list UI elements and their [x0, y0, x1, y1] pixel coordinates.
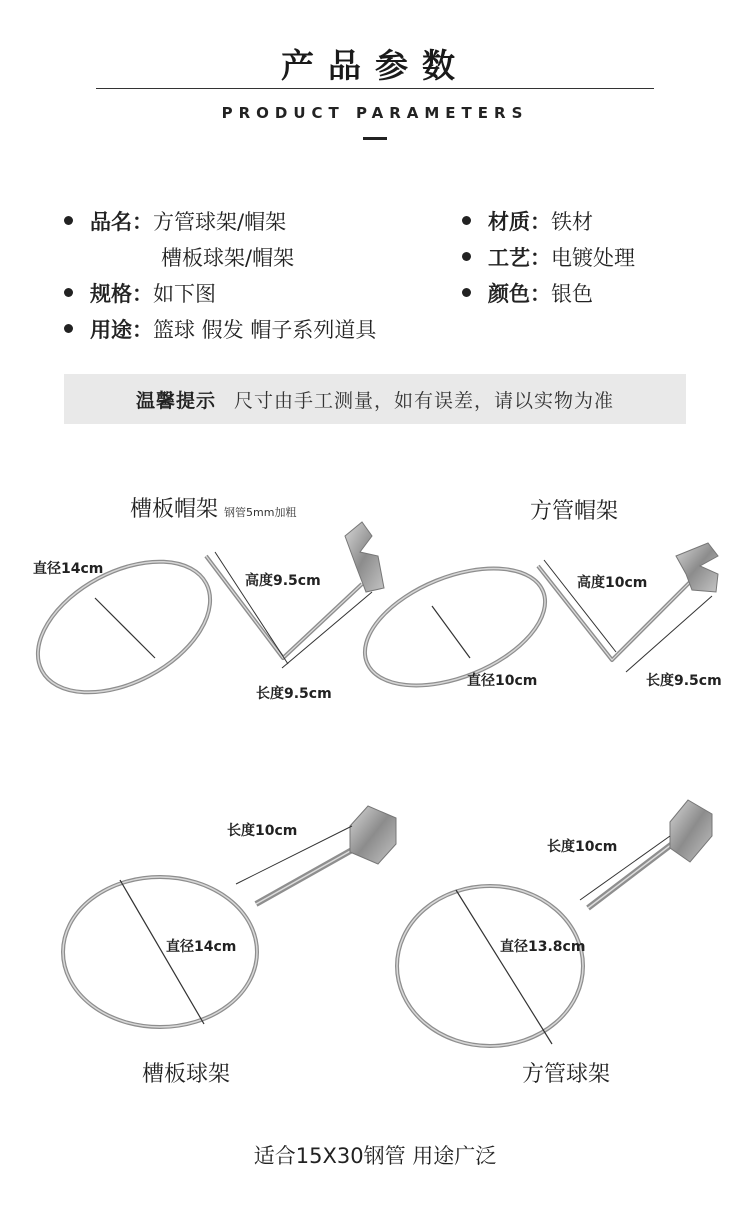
spec-name-value: 方管球架/帽架 [153, 210, 287, 234]
spec-size-label: 规格： [90, 282, 153, 306]
p3-diameter-label: 直径14cm [166, 939, 237, 955]
spec-color-value: 银色 [551, 282, 593, 306]
spec-name-label: 品名： [90, 210, 153, 234]
spec-color-label: 颜色： [488, 282, 551, 306]
notice-text: 尺寸由手工测量，如有误差，请以实物为准 [234, 389, 615, 412]
page-subtitle: PRODUCT PARAMETERS [221, 104, 529, 122]
spec-name-value-2: 槽板球架/帽架 [161, 246, 295, 270]
product-title-square-tube-hat-rack: 方管帽架 [530, 499, 619, 524]
p2-height-label: 高度10cm [577, 575, 648, 591]
spec-use-value: 篮球 假发 帽子系列道具 [153, 318, 377, 342]
p2-length-label: 长度9.5cm [646, 673, 722, 689]
product-title-text: 槽板帽架 [130, 497, 219, 522]
spec-size-value: 如下图 [153, 282, 216, 306]
spec-use-label: 用途： [90, 318, 153, 342]
p1-length-label: 长度9.5cm [256, 686, 332, 702]
page-title: 产品参数 [281, 46, 469, 85]
spec-craft-value: 电镀处理 [551, 246, 635, 270]
spec-craft-label: 工艺： [488, 246, 551, 270]
footer-note: 适合15X30钢管 用途广泛 [253, 1144, 497, 1168]
p1-diameter-label: 直径14cm [33, 561, 104, 577]
p1-height-label: 高度9.5cm [245, 573, 321, 589]
spec-material-value: 铁材 [551, 210, 593, 234]
p4-length-label: 长度10cm [547, 839, 618, 855]
p3-length-label: 长度10cm [227, 823, 298, 839]
product-title-slatwall-hat-rack [130, 492, 296, 523]
product-title-slatwall-ball-rack: 槽板球架 [142, 1062, 231, 1087]
spec-material-label: 材质： [488, 210, 551, 234]
p2-diameter-label: 直径10cm [467, 673, 538, 689]
p4-diameter-label: 直径13.8cm [500, 939, 586, 955]
notice-label: 温馨提示 [135, 389, 216, 412]
product-note: 钢管5mm加粗 [224, 506, 297, 519]
product-title-square-tube-ball-rack: 方管球架 [522, 1062, 611, 1087]
